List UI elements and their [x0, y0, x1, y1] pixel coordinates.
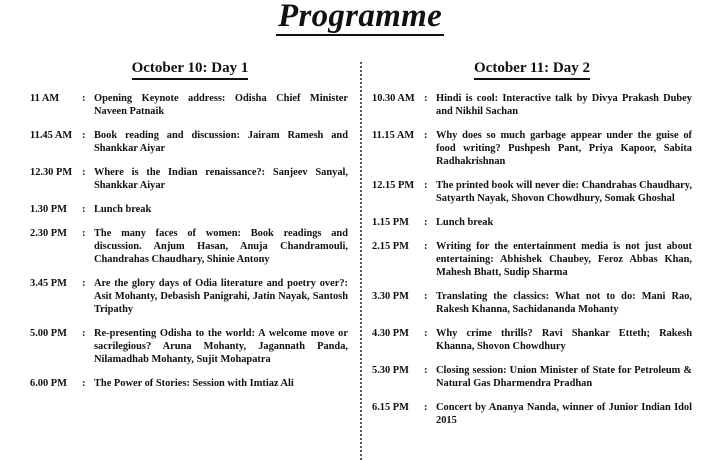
session-item: [372, 216, 692, 229]
session-item: [30, 203, 348, 216]
day-2-sessions: [372, 92, 692, 427]
session-item: [30, 129, 348, 155]
page-title-container: [0, 0, 720, 36]
session-description: Book reading and discussion: Jairam Ramesh and Shankkar Aiyar: [94, 130, 348, 154]
session-description: Hindi is cool: Interactive talk by Divya Prakash Dubey and Nikhil Sachan: [436, 93, 692, 117]
session-description: Are the glory days of Odia literature and poetry over?: Asit Mohanty, Debasish Panigrahi, Jatin Nayak, Santosh Tripathy: [94, 278, 348, 315]
session-item: [30, 377, 348, 390]
time-separator: :: [424, 180, 428, 191]
day-2-heading: October 11: Day 2: [474, 60, 590, 80]
session-description: Lunch break: [94, 204, 152, 215]
session-item: [30, 227, 348, 266]
day-2-heading-container: [372, 60, 692, 80]
time-separator: :: [82, 167, 86, 178]
session-item: [372, 129, 692, 168]
day-1-heading: October 10: Day 1: [132, 60, 249, 80]
time-separator: :: [82, 93, 86, 104]
session-time: 1.30 PM: [30, 204, 67, 215]
session-item: [30, 92, 348, 118]
session-time: 3.30 PM: [372, 291, 409, 302]
session-description: Closing session: Union Minister of State for Petroleum & Natural Gas Dharmendra Pradhan: [436, 365, 692, 389]
session-time: 11 AM: [30, 93, 60, 104]
session-description: The many faces of women: Book readings and discussion. Anjum Hasan, Anuja Chandramouli, Chandrahas Chaudhary, Shinie Antony: [94, 228, 348, 265]
session-item: [372, 364, 692, 390]
session-time: 1.15 PM: [372, 217, 409, 228]
session-item: [372, 179, 692, 205]
session-item: [372, 92, 692, 118]
session-time: 2.30 PM: [30, 228, 67, 239]
time-separator: :: [82, 204, 86, 215]
column-divider: [360, 62, 362, 460]
time-separator: :: [424, 217, 428, 228]
session-time: 10.30 AM: [372, 93, 415, 104]
time-separator: :: [424, 241, 428, 252]
session-item: [30, 327, 348, 366]
day-1-column: [30, 60, 348, 401]
session-time: 12.15 PM: [372, 180, 415, 191]
session-description: Translating the classics: What not to do: Mani Rao, Rakesh Khanna, Sachidananda Mohanty: [436, 291, 692, 315]
session-item: [372, 327, 692, 353]
session-time: 6.15 PM: [372, 402, 409, 413]
session-item: [372, 401, 692, 427]
session-description: Concert by Ananya Nanda, winner of Junior Indian Idol 2015: [436, 402, 692, 426]
session-description: Why does so much garbage appear under the guise of food writing? Pushpesh Pant, Priya Kapoor, Sabita Radhakrishnan: [436, 130, 692, 167]
time-separator: :: [82, 378, 86, 389]
session-time: 5.30 PM: [372, 365, 409, 376]
day-1-heading-container: [30, 60, 348, 80]
session-description: Why crime thrills? Ravi Shankar Etteth; Rakesh Khanna, Shovon Chowdhury: [436, 328, 692, 352]
day-1-sessions: [30, 92, 348, 390]
time-separator: :: [424, 402, 428, 413]
session-time: 3.45 PM: [30, 278, 67, 289]
time-separator: :: [82, 328, 86, 339]
session-time: 11.15 AM: [372, 130, 415, 141]
session-description: Where is the Indian renaissance?: Sanjeev Sanyal, Shankkar Aiyar: [94, 167, 348, 191]
time-separator: :: [424, 93, 428, 104]
time-separator: :: [424, 291, 428, 302]
page-title: Programme: [277, 0, 443, 34]
session-time: 6.00 PM: [30, 378, 67, 389]
session-description: The Power of Stories: Session with Imtiaz Ali: [94, 378, 294, 389]
session-time: 4.30 PM: [372, 328, 409, 339]
time-separator: :: [82, 228, 86, 239]
session-description: Writing for the entertainment media is not just about entertaining: Abhishek Chaubey, Feroz Abbas Khan, Mahesh Bhatt, Sudip Sharma: [436, 241, 692, 278]
session-item: [30, 166, 348, 192]
session-description: Re-presenting Odisha to the world: A welcome move or sacrilegious? Aruna Mohanty, Jagannath Panda, Nilamadhab Mohanty, Sujit Mohapatra: [94, 328, 348, 365]
session-description: Lunch break: [436, 217, 494, 228]
session-time: 2.15 PM: [372, 241, 409, 252]
time-separator: :: [424, 328, 428, 339]
session-time: 12.30 PM: [30, 167, 73, 178]
session-item: [372, 240, 692, 279]
time-separator: :: [424, 365, 428, 376]
session-item: [30, 277, 348, 316]
time-separator: :: [82, 130, 86, 141]
session-time: 5.00 PM: [30, 328, 67, 339]
time-separator: :: [82, 278, 86, 289]
day-2-column: [372, 60, 692, 438]
time-separator: :: [424, 130, 428, 141]
session-description: The printed book will never die: Chandrahas Chaudhary, Satyarth Nayak, Shovon Chowdhury, Somak Ghoshal: [436, 180, 692, 204]
session-description: Opening Keynote address: Odisha Chief Minister Naveen Patnaik: [94, 93, 348, 117]
session-time: 11.45 AM: [30, 130, 73, 141]
session-item: [372, 290, 692, 316]
